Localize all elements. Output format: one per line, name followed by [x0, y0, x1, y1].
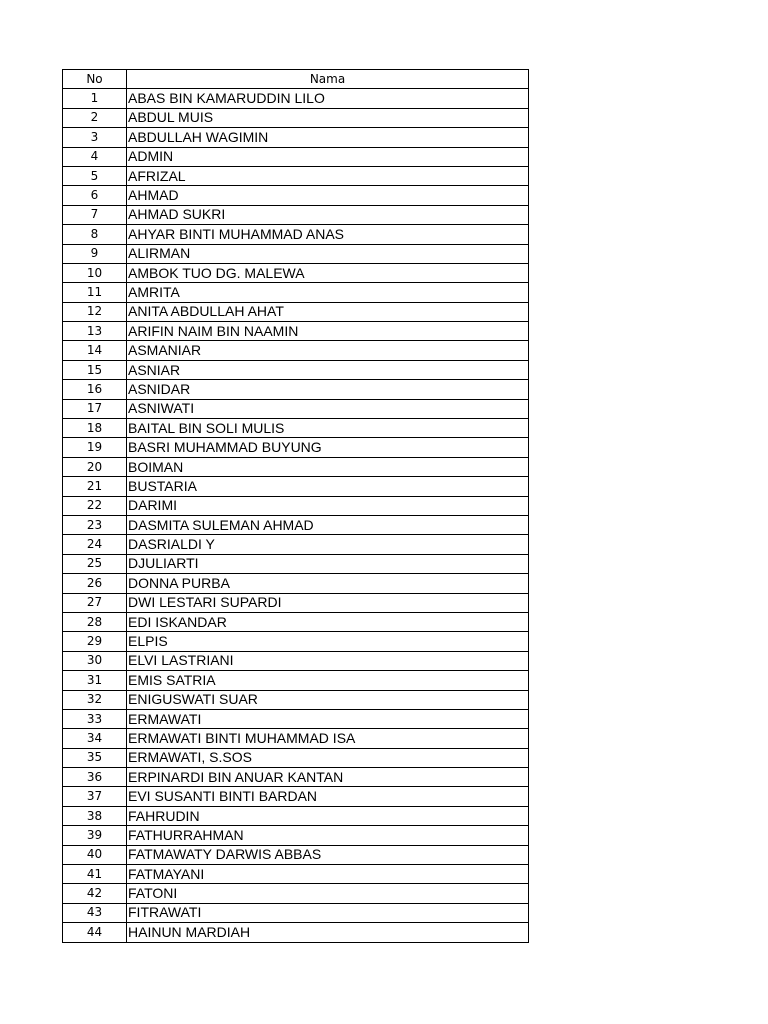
name-list-table [62, 69, 529, 943]
row-number-cell: 1 [63, 89, 127, 108]
table-row [63, 865, 529, 884]
name-cell: FATMAWATY DARWIS ABBAS [127, 845, 529, 864]
table-row [63, 690, 529, 709]
name-cell: DONNA PURBA [127, 574, 529, 593]
row-number-cell: 41 [63, 865, 127, 884]
table-row [63, 438, 529, 457]
row-number-cell: 8 [63, 225, 127, 244]
table-row [63, 205, 529, 224]
table-row [63, 632, 529, 651]
row-number-cell: 21 [63, 477, 127, 496]
name-cell: FATHURRAHMAN [127, 826, 529, 845]
table-row [63, 302, 529, 321]
table-row [63, 845, 529, 864]
name-cell: ALIRMAN [127, 244, 529, 263]
row-number-cell: 36 [63, 768, 127, 787]
name-cell: EDI ISKANDAR [127, 612, 529, 631]
name-cell: EVI SUSANTI BINTI BARDAN [127, 787, 529, 806]
name-cell: BUSTARIA [127, 477, 529, 496]
table-row [63, 903, 529, 922]
row-number-cell: 15 [63, 360, 127, 379]
row-number-cell: 37 [63, 787, 127, 806]
table-row [63, 729, 529, 748]
name-cell: FATONI [127, 884, 529, 903]
table-row [63, 89, 529, 108]
name-cell: BOIMAN [127, 457, 529, 476]
name-cell: ERMAWATI, S.SOS [127, 748, 529, 767]
row-number-cell: 28 [63, 612, 127, 631]
table-row [63, 593, 529, 612]
table-row [63, 884, 529, 903]
table-row [63, 128, 529, 147]
table-row [63, 457, 529, 476]
name-cell: ANITA ABDULLAH AHAT [127, 302, 529, 321]
column-header-nama: Nama [127, 70, 529, 89]
row-number-cell: 12 [63, 302, 127, 321]
row-number-cell: 2 [63, 108, 127, 127]
row-number-cell: 40 [63, 845, 127, 864]
row-number-cell: 3 [63, 128, 127, 147]
row-number-cell: 10 [63, 263, 127, 282]
name-cell: DASRIALDI Y [127, 535, 529, 554]
name-cell: ELPIS [127, 632, 529, 651]
name-cell: ARIFIN NAIM BIN NAAMIN [127, 322, 529, 341]
name-cell: AHYAR BINTI MUHAMMAD ANAS [127, 225, 529, 244]
table-row [63, 496, 529, 515]
row-number-cell: 6 [63, 186, 127, 205]
row-number-cell: 22 [63, 496, 127, 515]
table-row [63, 671, 529, 690]
name-cell: HAINUN MARDIAH [127, 923, 529, 942]
table-row [63, 399, 529, 418]
row-number-cell: 31 [63, 671, 127, 690]
table-row [63, 748, 529, 767]
row-number-cell: 33 [63, 709, 127, 728]
name-cell: DASMITA SULEMAN AHMAD [127, 515, 529, 534]
table-row [63, 322, 529, 341]
name-cell: ASNIWATI [127, 399, 529, 418]
table-row [63, 263, 529, 282]
row-number-cell: 25 [63, 554, 127, 573]
row-number-cell: 26 [63, 574, 127, 593]
row-number-cell: 34 [63, 729, 127, 748]
table-row [63, 709, 529, 728]
name-cell: DARIMI [127, 496, 529, 515]
row-number-cell: 35 [63, 748, 127, 767]
row-number-cell: 19 [63, 438, 127, 457]
name-cell: ELVI LASTRIANI [127, 651, 529, 670]
table-row [63, 768, 529, 787]
row-number-cell: 38 [63, 806, 127, 825]
row-number-cell: 23 [63, 515, 127, 534]
table-row [63, 574, 529, 593]
table-row [63, 108, 529, 127]
table-row [63, 826, 529, 845]
row-number-cell: 11 [63, 283, 127, 302]
name-cell: FAHRUDIN [127, 806, 529, 825]
table-row [63, 535, 529, 554]
name-cell: AHMAD SUKRI [127, 205, 529, 224]
row-number-cell: 5 [63, 166, 127, 185]
name-cell: AFRIZAL [127, 166, 529, 185]
name-cell: DWI LESTARI SUPARDI [127, 593, 529, 612]
row-number-cell: 13 [63, 322, 127, 341]
name-cell: AMRITA [127, 283, 529, 302]
name-cell: ASNIAR [127, 360, 529, 379]
row-number-cell: 20 [63, 457, 127, 476]
table-row [63, 360, 529, 379]
table-row [63, 515, 529, 534]
name-cell: FITRAWATI [127, 903, 529, 922]
row-number-cell: 42 [63, 884, 127, 903]
row-number-cell: 44 [63, 923, 127, 942]
name-cell: AMBOK TUO DG. MALEWA [127, 263, 529, 282]
row-number-cell: 9 [63, 244, 127, 263]
row-number-cell: 39 [63, 826, 127, 845]
table-header [63, 70, 529, 89]
name-cell: FATMAYANI [127, 865, 529, 884]
name-cell: ABAS BIN KAMARUDDIN LILO [127, 89, 529, 108]
table-row [63, 341, 529, 360]
row-number-cell: 16 [63, 380, 127, 399]
name-cell: ABDULLAH WAGIMIN [127, 128, 529, 147]
table-row [63, 806, 529, 825]
table-row [63, 787, 529, 806]
table-row [63, 380, 529, 399]
name-cell: BASRI MUHAMMAD BUYUNG [127, 438, 529, 457]
name-cell: DJULIARTI [127, 554, 529, 573]
row-number-cell: 30 [63, 651, 127, 670]
table-row [63, 477, 529, 496]
name-cell: BAITAL BIN SOLI MULIS [127, 419, 529, 438]
name-cell: ASMANIAR [127, 341, 529, 360]
name-cell: ENIGUSWATI SUAR [127, 690, 529, 709]
row-number-cell: 14 [63, 341, 127, 360]
table-row [63, 612, 529, 631]
table-row [63, 419, 529, 438]
row-number-cell: 32 [63, 690, 127, 709]
table-row [63, 244, 529, 263]
table-row [63, 923, 529, 942]
column-header-no: No [63, 70, 127, 89]
name-cell: ERMAWATI [127, 709, 529, 728]
row-number-cell: 17 [63, 399, 127, 418]
row-number-cell: 29 [63, 632, 127, 651]
header-row [63, 70, 529, 89]
table-row [63, 283, 529, 302]
table-body [63, 89, 529, 942]
row-number-cell: 4 [63, 147, 127, 166]
table-row [63, 225, 529, 244]
row-number-cell: 7 [63, 205, 127, 224]
table-row [63, 186, 529, 205]
name-cell: ERPINARDI BIN ANUAR KANTAN [127, 768, 529, 787]
name-cell: AHMAD [127, 186, 529, 205]
name-cell: EMIS SATRIA [127, 671, 529, 690]
name-cell: ERMAWATI BINTI MUHAMMAD ISA [127, 729, 529, 748]
name-cell: ADMIN [127, 147, 529, 166]
table-row [63, 147, 529, 166]
table-row [63, 166, 529, 185]
name-cell: ABDUL MUIS [127, 108, 529, 127]
name-cell: ASNIDAR [127, 380, 529, 399]
row-number-cell: 24 [63, 535, 127, 554]
row-number-cell: 27 [63, 593, 127, 612]
table-row [63, 554, 529, 573]
table-row [63, 651, 529, 670]
row-number-cell: 18 [63, 419, 127, 438]
row-number-cell: 43 [63, 903, 127, 922]
